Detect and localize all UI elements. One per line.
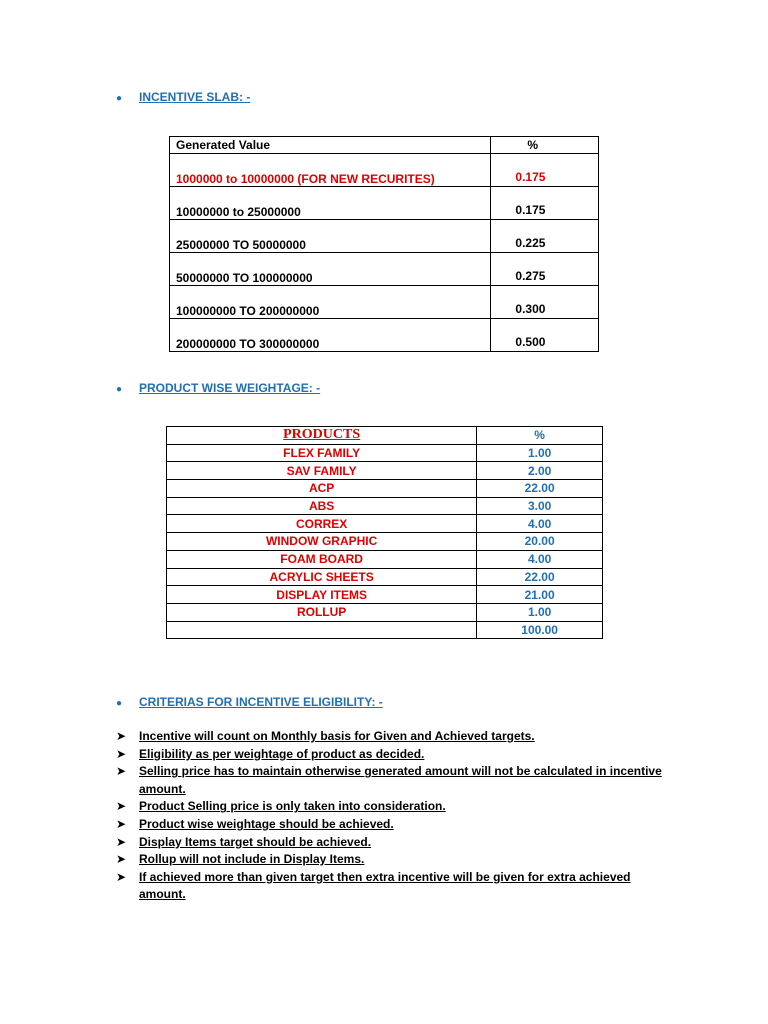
total-label-cell xyxy=(167,621,477,639)
list-item xyxy=(116,851,676,869)
table-row xyxy=(167,533,603,551)
arrow-bullet-icon: ➤ xyxy=(116,869,127,884)
arrow-bullet-icon: ➤ xyxy=(116,816,127,831)
product-name-cell: ABS xyxy=(167,497,477,515)
list-item xyxy=(116,816,676,834)
table-row xyxy=(170,253,599,286)
table-header-row xyxy=(170,137,599,154)
product-name-cell: FOAM BOARD xyxy=(167,550,477,568)
product-percent-cell: 4.00 xyxy=(477,515,603,533)
slab-range-cell: 1000000 to 10000000 (FOR NEW RECURITES) xyxy=(170,154,491,187)
product-weightage-table xyxy=(166,426,603,639)
slab-percent-cell xyxy=(491,187,599,220)
slab-percent-value: 0.175 xyxy=(515,170,546,184)
slab-percent-value: 0.300 xyxy=(515,302,546,316)
bullet-icon: ● xyxy=(116,698,123,709)
arrow-bullet-icon: ➤ xyxy=(116,764,127,779)
arrow-bullet-icon: ➤ xyxy=(116,799,127,814)
product-percent-cell: 21.00 xyxy=(477,586,603,604)
header-generated-value: Generated Value xyxy=(170,137,491,154)
table-row xyxy=(170,154,599,187)
criteria-list xyxy=(116,728,676,904)
product-name-cell: ACP xyxy=(167,480,477,498)
arrow-bullet-icon: ➤ xyxy=(116,852,127,867)
product-name-cell: CORREX xyxy=(167,515,477,533)
slab-range-cell: 50000000 TO 100000000 xyxy=(170,253,491,286)
slab-percent-cell xyxy=(491,253,599,286)
list-item xyxy=(116,869,676,904)
product-percent-cell: 22.00 xyxy=(477,568,603,586)
product-percent-cell: 1.00 xyxy=(477,603,603,621)
slab-range-cell: 10000000 to 25000000 xyxy=(170,187,491,220)
product-percent-cell: 2.00 xyxy=(477,462,603,480)
criteria-text: Incentive will count on Monthly basis for Given and Achieved targets. xyxy=(139,729,535,743)
list-item xyxy=(116,728,676,746)
table-row xyxy=(167,550,603,568)
total-percent-cell: 100.00 xyxy=(477,621,603,639)
table-row xyxy=(167,586,603,604)
arrow-bullet-icon: ➤ xyxy=(116,834,127,849)
list-item xyxy=(116,798,676,816)
bullet-icon: ● xyxy=(116,384,123,395)
table-row xyxy=(170,286,599,319)
product-name-cell: SAV FAMILY xyxy=(167,462,477,480)
heading-criteria xyxy=(116,695,383,709)
table-row xyxy=(170,220,599,253)
incentive-slab-table xyxy=(169,136,599,352)
table-row xyxy=(167,480,603,498)
criteria-text: If achieved more than given target then extra incentive will be given for extra achieved amount. xyxy=(139,869,631,902)
bullet-icon: ● xyxy=(116,93,123,104)
table-row xyxy=(170,319,599,352)
slab-percent-value: 0.175 xyxy=(515,203,546,217)
table-row xyxy=(167,497,603,515)
criteria-text: Product wise weightage should be achieved. xyxy=(139,816,394,831)
product-percent-cell: 22.00 xyxy=(477,480,603,498)
product-percent-cell: 3.00 xyxy=(477,497,603,515)
table-row xyxy=(167,568,603,586)
heading-text: INCENTIVE SLAB: - xyxy=(139,90,251,104)
criteria-text: Display Items target should be achieved. xyxy=(139,834,372,849)
product-name-cell: FLEX FAMILY xyxy=(167,444,477,462)
slab-percent-value: 0.275 xyxy=(515,269,546,283)
slab-range-cell: 200000000 TO 300000000 xyxy=(170,319,491,352)
product-percent-cell: 20.00 xyxy=(477,533,603,551)
heading-incentive-slab xyxy=(116,90,250,104)
heading-text: CRITERIAS FOR INCENTIVE ELIGIBILITY: - xyxy=(139,695,383,709)
list-item xyxy=(116,763,676,798)
product-name-cell: ROLLUP xyxy=(167,603,477,621)
heading-product-weightage xyxy=(116,381,320,395)
table-row xyxy=(167,444,603,462)
product-name-cell: WINDOW GRAPHIC xyxy=(167,533,477,551)
heading-text: PRODUCT WISE WEIGHTAGE: - xyxy=(139,381,321,395)
product-name-cell: DISPLAY ITEMS xyxy=(167,586,477,604)
criteria-text: Product Selling price is only taken into consideration. xyxy=(139,799,446,814)
criteria-text: Selling price has to maintain otherwise generated amount will not be calculated in incentive amount. xyxy=(139,764,662,796)
slab-percent-cell xyxy=(491,319,599,352)
product-percent-cell: 4.00 xyxy=(477,550,603,568)
table-row xyxy=(167,603,603,621)
list-item xyxy=(116,746,676,764)
header-percent: % xyxy=(477,427,603,445)
header-percent: % xyxy=(491,137,599,154)
criteria-text: Rollup will not include in Display Items. xyxy=(139,852,365,867)
list-item xyxy=(116,834,676,852)
table-total-row xyxy=(167,621,603,639)
header-products: PRODUCTS xyxy=(167,427,477,445)
arrow-bullet-icon: ➤ xyxy=(116,746,127,761)
slab-percent-cell xyxy=(491,220,599,253)
slab-percent-cell xyxy=(491,154,599,187)
slab-percent-value: 0.500 xyxy=(515,335,546,349)
slab-percent-cell xyxy=(491,286,599,319)
table-header-row xyxy=(167,427,603,445)
slab-range-cell: 100000000 TO 200000000 xyxy=(170,286,491,319)
table-row xyxy=(170,187,599,220)
criteria-text: Eligibility as per weightage of product as decided. xyxy=(139,746,425,761)
slab-range-cell: 25000000 TO 50000000 xyxy=(170,220,491,253)
slab-percent-value: 0.225 xyxy=(515,236,546,250)
table-row xyxy=(167,462,603,480)
product-name-cell: ACRYLIC SHEETS xyxy=(167,568,477,586)
table-row xyxy=(167,515,603,533)
arrow-bullet-icon: ➤ xyxy=(116,729,127,743)
product-percent-cell: 1.00 xyxy=(477,444,603,462)
